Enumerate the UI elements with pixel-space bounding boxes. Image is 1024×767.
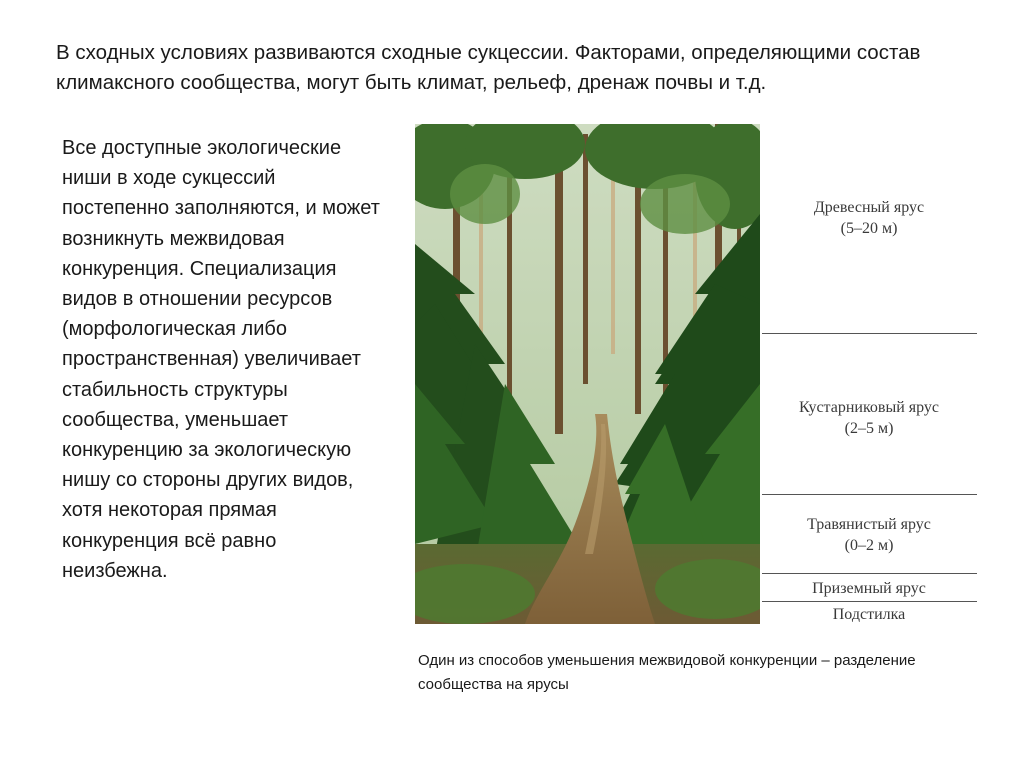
layer-range: (5–20 м) xyxy=(840,220,898,237)
layer-divider xyxy=(762,601,977,602)
layer-range: (2–5 м) xyxy=(844,420,894,437)
layer-range: (0–2 м) xyxy=(844,537,894,554)
layer-name: Травянистый ярус xyxy=(807,516,931,533)
layer-label-tree xyxy=(762,197,976,239)
layer-name: Древесный ярус xyxy=(813,199,925,216)
layer-divider xyxy=(762,333,977,334)
layer-name: Кустарниковый ярус xyxy=(798,399,940,416)
body-paragraph: Все доступные экологические ниши в ходе сукцессий постепенно заполняются, и может возникнуть межвидовая конкуренция. Специализация видов в отношении ресурсов (морфологическая либо пространственная) увеличивает стабильность структуры сообщества, уменьшает конкуренцию за экологическую нишу со стороны других видов, хотя некоторая прямая конкуренция всё равно неизбежна. xyxy=(62,137,380,582)
forest-photo xyxy=(415,124,760,624)
layer-label-shrub xyxy=(762,397,976,439)
layer-label-ground xyxy=(762,578,976,599)
layer-divider xyxy=(762,494,977,495)
layer-label-litter xyxy=(762,604,976,625)
layer-divider xyxy=(762,573,977,574)
layer-name: Подстилка xyxy=(832,606,906,623)
slide-header: В сходных условиях развиваются сходные сукцессии. Факторами, определяющими состав климаксного сообщества, могут быть климат, рельеф, дренаж почвы и т.д. xyxy=(56,41,921,94)
image-caption: Один из способов уменьшения межвидовой конкуренции – разделение сообщества на ярусы xyxy=(418,652,916,693)
layer-label-herb xyxy=(762,514,976,556)
layer-name: Приземный ярус xyxy=(812,580,926,597)
